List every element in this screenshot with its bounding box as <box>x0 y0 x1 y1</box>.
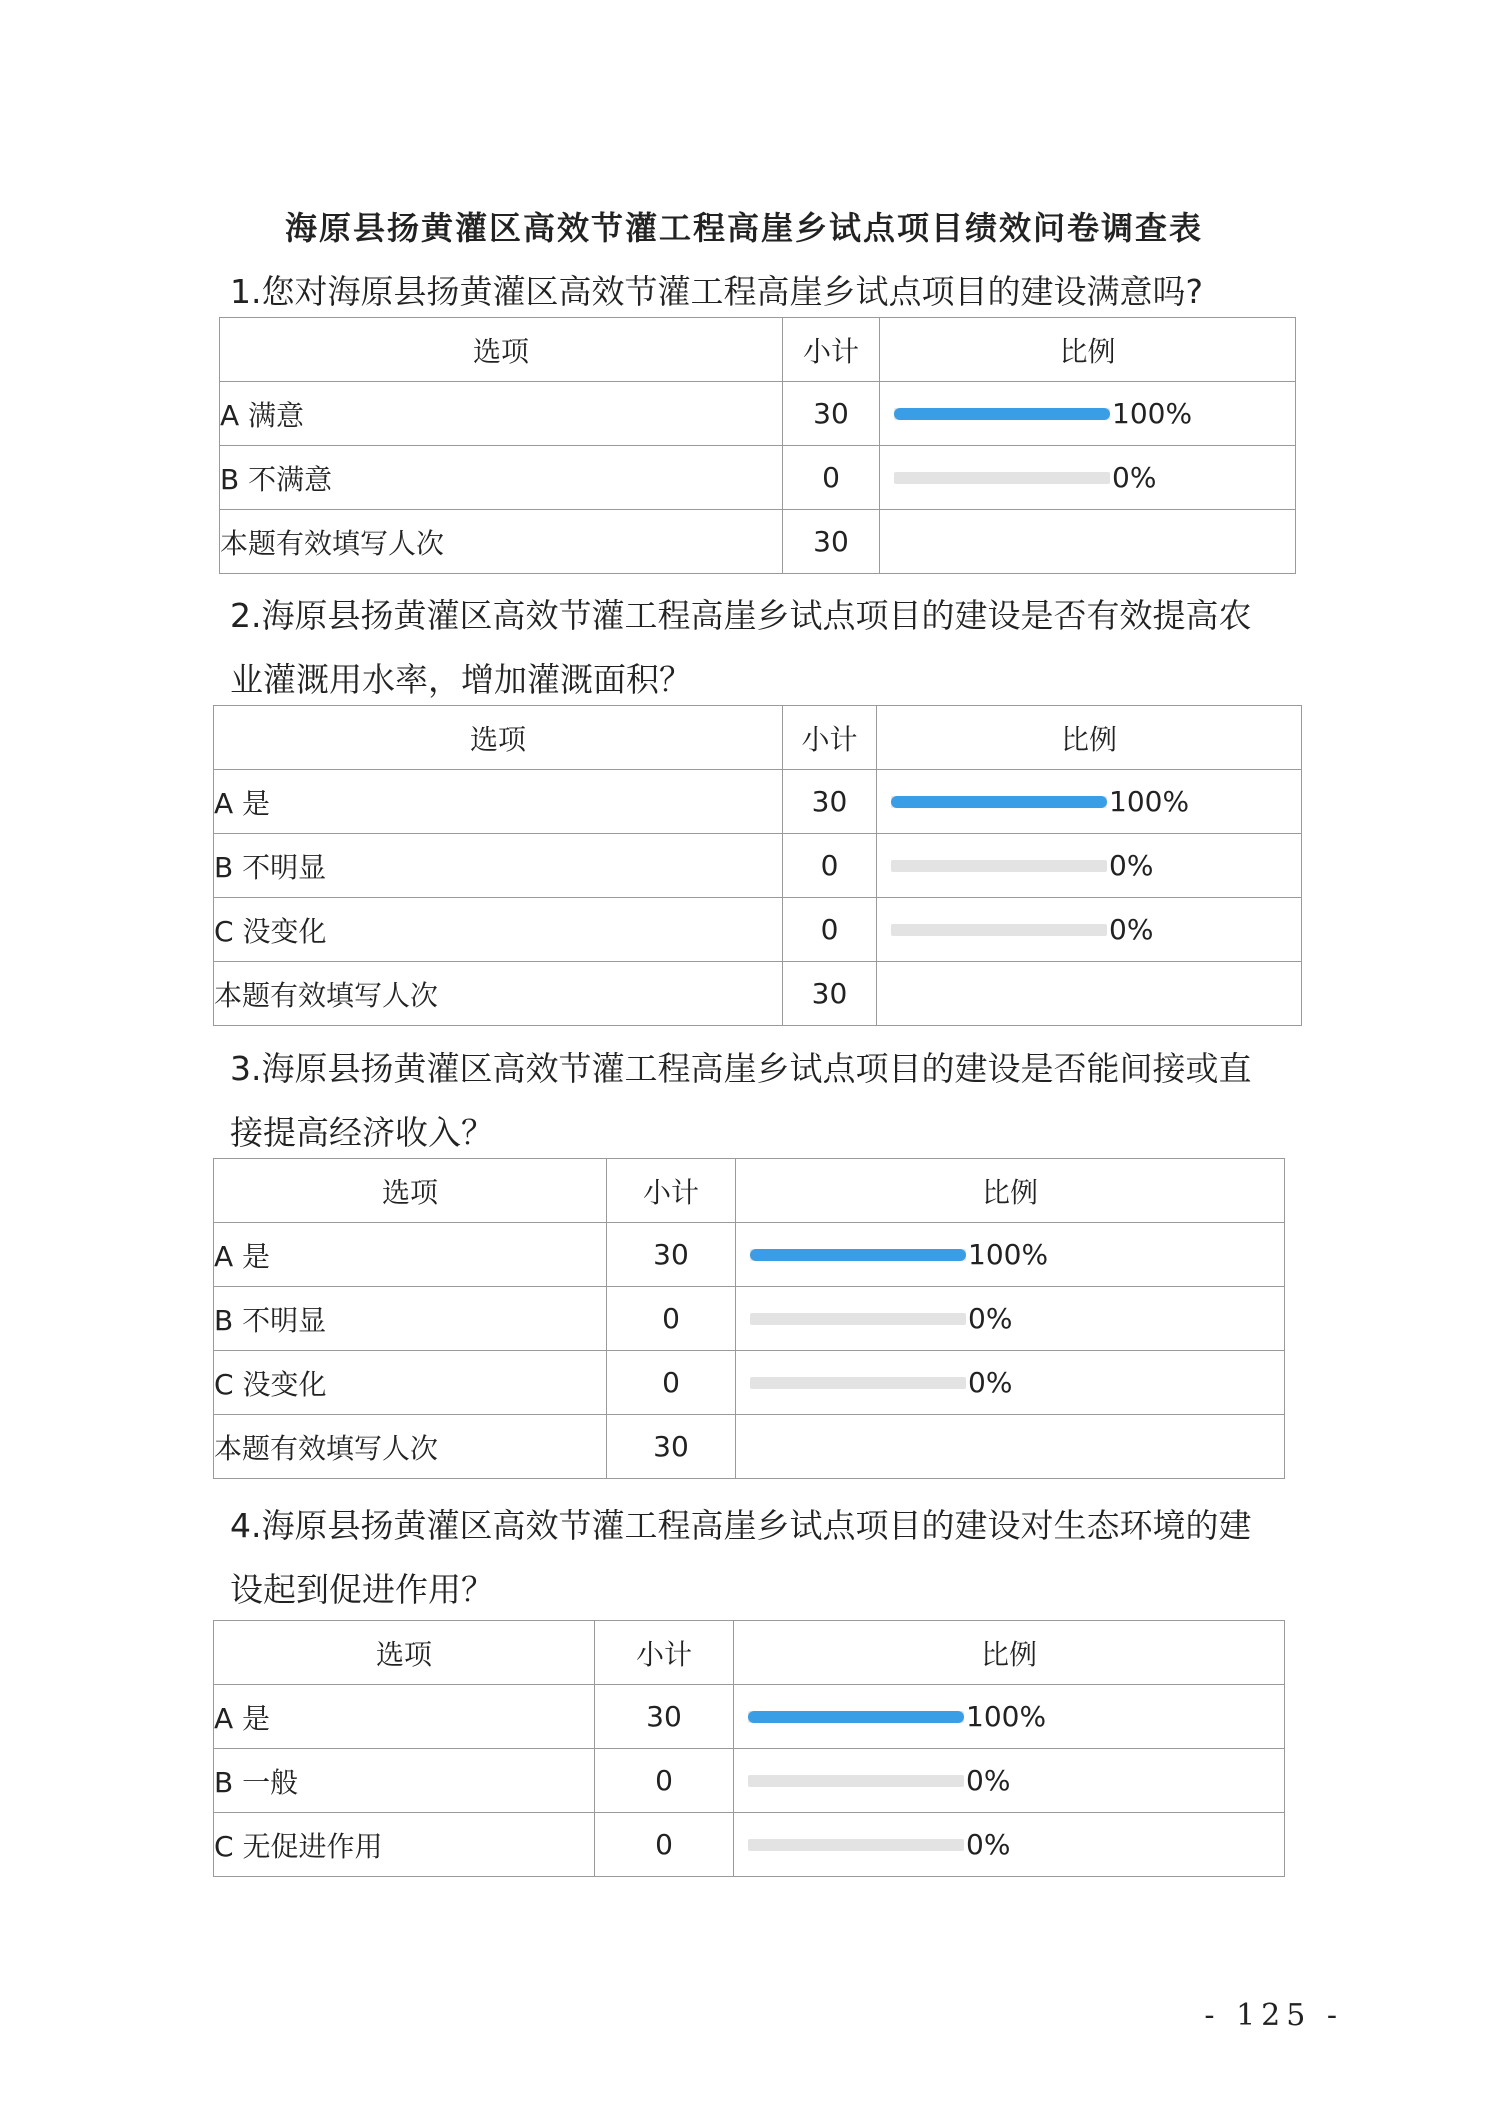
option-count: 0 <box>783 898 877 962</box>
header-option: 选项 <box>214 706 783 770</box>
table-row <box>220 446 1296 510</box>
option-ratio <box>736 1287 1285 1351</box>
total-count: 30 <box>783 962 877 1026</box>
option-count: 0 <box>607 1351 736 1415</box>
option-count: 30 <box>595 1685 734 1749</box>
total-count: 30 <box>783 510 880 574</box>
option-label: A 是 <box>214 1685 595 1749</box>
progress-fill <box>891 796 1107 808</box>
progress-bar <box>891 860 1107 872</box>
table-row <box>214 1223 1285 1287</box>
header-count: 小计 <box>607 1159 736 1223</box>
percent-label: 0% <box>966 1827 1011 1861</box>
progress-bar <box>750 1313 966 1325</box>
total-row <box>214 962 1302 1026</box>
table-row <box>220 382 1296 446</box>
option-label: C 无促进作用 <box>214 1813 595 1877</box>
progress-bar <box>894 408 1110 420</box>
progress-bar <box>894 472 1110 484</box>
total-label: 本题有效填写人次 <box>214 962 783 1026</box>
table-row <box>214 1287 1285 1351</box>
table-header-row <box>220 318 1296 382</box>
table-row <box>214 1749 1285 1813</box>
option-label: A 是 <box>214 770 783 834</box>
option-count: 0 <box>607 1287 736 1351</box>
table-row <box>214 834 1302 898</box>
option-ratio <box>734 1749 1285 1813</box>
percent-label: 0% <box>968 1365 1013 1399</box>
option-count: 30 <box>783 770 877 834</box>
header-option: 选项 <box>220 318 783 382</box>
option-ratio <box>877 770 1302 834</box>
question-3-table <box>213 1158 1285 1479</box>
option-label: B 不明显 <box>214 1287 607 1351</box>
question-2-text: 2.海原县扬黄灌区高效节灌工程高崖乡试点项目的建设是否有效提高农业灌溉用水率，增加灌溉面积？ <box>230 596 1252 699</box>
question-3-text: 3.海原县扬黄灌区高效节灌工程高崖乡试点项目的建设是否能间接或直接提高经济收入？ <box>230 1049 1252 1152</box>
header-ratio: 比例 <box>736 1159 1285 1223</box>
progress-bar <box>750 1249 966 1261</box>
percent-label: 100% <box>968 1237 1049 1271</box>
percent-label: 0% <box>1109 912 1154 946</box>
table-header-row <box>214 1159 1285 1223</box>
option-count: 0 <box>783 446 880 510</box>
total-row <box>214 1415 1285 1479</box>
progress-fill <box>894 408 1110 420</box>
option-ratio <box>880 446 1296 510</box>
total-label: 本题有效填写人次 <box>220 510 783 574</box>
percent-label: 0% <box>1112 460 1157 494</box>
option-label: A 是 <box>214 1223 607 1287</box>
header-count: 小计 <box>595 1621 734 1685</box>
option-count: 0 <box>783 834 877 898</box>
document-title: 海原县扬黄灌区高效节灌工程高崖乡试点项目绩效问卷调查表 <box>284 209 1203 247</box>
progress-fill <box>750 1249 966 1261</box>
table-row <box>214 1685 1285 1749</box>
header-ratio: 比例 <box>880 318 1296 382</box>
option-count: 0 <box>595 1813 734 1877</box>
option-label: C 没变化 <box>214 898 783 962</box>
header-option: 选项 <box>214 1621 595 1685</box>
question-1-text: 1.您对海原县扬黄灌区高效节灌工程高崖乡试点项目的建设满意吗? <box>230 272 1204 311</box>
progress-bar <box>750 1377 966 1389</box>
page-number: - 125 - <box>1204 1998 1343 2033</box>
header-count: 小计 <box>783 318 880 382</box>
option-count: 0 <box>595 1749 734 1813</box>
option-ratio <box>736 1351 1285 1415</box>
table-row <box>214 770 1302 834</box>
progress-bar <box>748 1711 964 1723</box>
option-ratio <box>877 834 1302 898</box>
percent-label: 100% <box>1109 784 1190 818</box>
question-1-table <box>219 317 1296 574</box>
question-4-table <box>213 1620 1285 1877</box>
option-label: B 不明显 <box>214 834 783 898</box>
header-ratio: 比例 <box>877 706 1302 770</box>
progress-bar <box>891 796 1107 808</box>
option-count: 30 <box>783 382 880 446</box>
total-row <box>220 510 1296 574</box>
table-header-row <box>214 706 1302 770</box>
option-label: B 一般 <box>214 1749 595 1813</box>
option-ratio <box>880 382 1296 446</box>
option-ratio <box>734 1813 1285 1877</box>
table-row <box>214 1813 1285 1877</box>
table-row <box>214 898 1302 962</box>
percent-label: 100% <box>966 1699 1047 1733</box>
option-label: B 不满意 <box>220 446 783 510</box>
percent-label: 0% <box>968 1301 1013 1335</box>
table-header-row <box>214 1621 1285 1685</box>
percent-label: 0% <box>1109 848 1154 882</box>
table-row <box>214 1351 1285 1415</box>
option-count: 30 <box>607 1223 736 1287</box>
header-count: 小计 <box>783 706 877 770</box>
percent-label: 0% <box>966 1763 1011 1797</box>
progress-bar <box>748 1839 964 1851</box>
percent-label: 100% <box>1112 396 1193 430</box>
total-count: 30 <box>607 1415 736 1479</box>
question-4-text: 4.海原县扬黄灌区高效节灌工程高崖乡试点项目的建设对生态环境的建设起到促进作用？ <box>230 1506 1252 1609</box>
header-option: 选项 <box>214 1159 607 1223</box>
option-label: A 满意 <box>220 382 783 446</box>
question-2-table <box>213 705 1302 1026</box>
progress-bar <box>748 1775 964 1787</box>
total-label: 本题有效填写人次 <box>214 1415 607 1479</box>
header-ratio: 比例 <box>734 1621 1285 1685</box>
progress-bar <box>891 924 1107 936</box>
option-label: C 没变化 <box>214 1351 607 1415</box>
option-ratio <box>736 1223 1285 1287</box>
option-ratio <box>734 1685 1285 1749</box>
progress-fill <box>748 1711 964 1723</box>
option-ratio <box>877 898 1302 962</box>
